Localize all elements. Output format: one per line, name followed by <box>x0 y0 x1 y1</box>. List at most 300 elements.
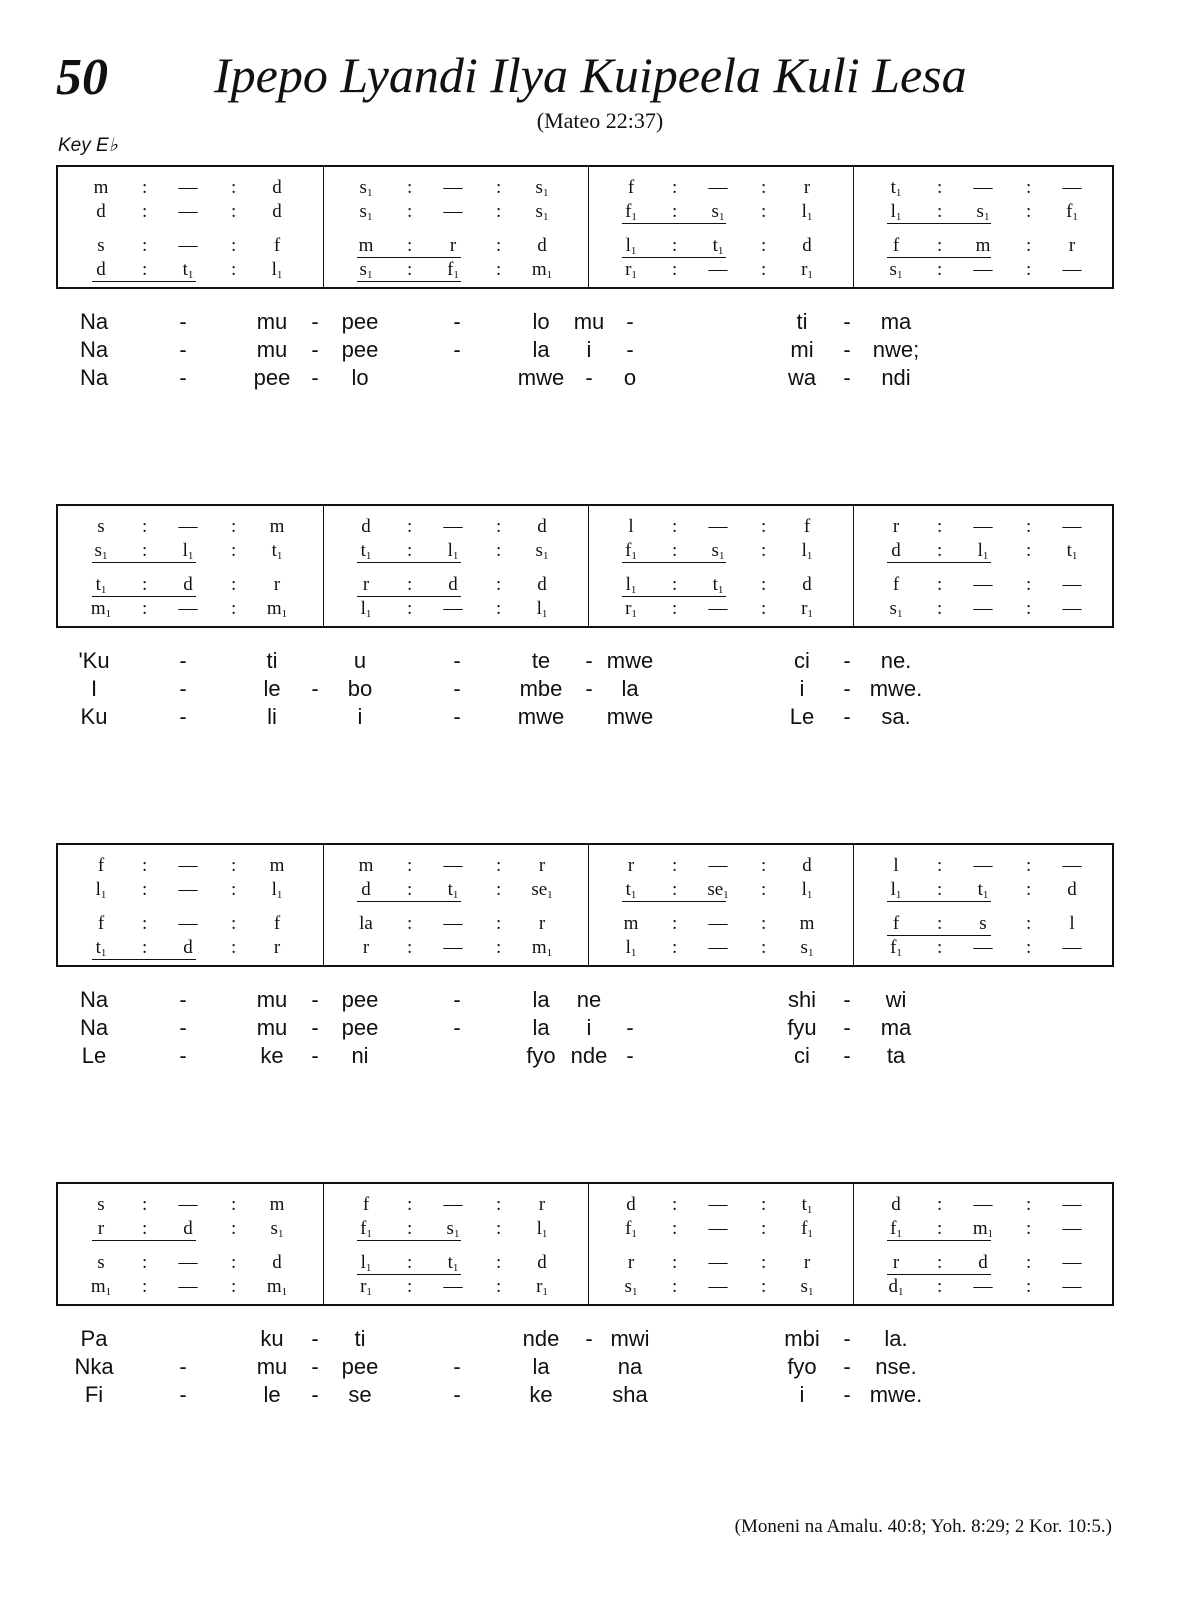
solfa-note: $t_1$ <box>95 937 107 959</box>
solfa-note: r <box>538 913 546 934</box>
syllable-hyphen: - <box>626 1015 634 1040</box>
beat-separator: : <box>937 598 943 619</box>
beat-separator: : <box>937 235 943 256</box>
beat-separator: : <box>407 1276 413 1297</box>
lyric-syllable: mu <box>256 309 288 334</box>
solfa-note: m <box>358 235 374 256</box>
beat-separator: : <box>407 879 413 900</box>
beat-separator: : <box>1026 177 1032 198</box>
solfa-note: f <box>273 235 281 256</box>
split-beat-underline <box>357 562 461 563</box>
beat-separator: : <box>496 516 502 537</box>
solfa-note: $m_1$ <box>266 1276 288 1298</box>
beat-separator: : <box>142 574 148 595</box>
beat-separator: : <box>142 598 148 619</box>
syllable-hyphen: - <box>843 704 851 729</box>
beat-separator: : <box>231 598 237 619</box>
split-beat-underline <box>92 596 196 597</box>
beat-separator: : <box>496 855 502 876</box>
beat-separator: : <box>937 1252 943 1273</box>
solfa-note: $l_1$ <box>271 879 283 901</box>
solfa-note: $m_1$ <box>972 1218 994 1240</box>
syllable-hyphen: - <box>843 1043 851 1068</box>
solfa-note: — <box>443 1194 463 1215</box>
solfa-note: $s_1$ <box>800 1276 814 1298</box>
solfa-note: $s_1$ <box>889 598 903 620</box>
syllable-hyphen: - <box>311 365 319 390</box>
solfa-note: — <box>973 1276 993 1297</box>
solfa-note: d <box>272 177 282 198</box>
solfa-note: $t_1$ <box>625 879 637 901</box>
solfa-note: — <box>178 235 198 256</box>
solfa-note: $s_1$ <box>446 1218 460 1240</box>
solfa-note: — <box>1062 177 1082 198</box>
solfa-note: $s_1$ <box>359 259 373 281</box>
beat-separator: : <box>231 177 237 198</box>
beat-separator: : <box>761 598 767 619</box>
solfa-note: — <box>973 177 993 198</box>
beat-separator: : <box>1026 259 1032 280</box>
beat-separator: : <box>231 259 237 280</box>
solfa-note: — <box>178 879 198 900</box>
lyric-syllable: wi <box>885 987 907 1012</box>
solfa-note: $s_1$ <box>535 540 549 562</box>
solfa-system <box>56 165 1114 289</box>
lyric-syllable: fyo <box>526 1043 556 1068</box>
lyric-syllable: nde <box>522 1326 560 1351</box>
beat-separator: : <box>672 913 678 934</box>
lyric-syllable: mwe. <box>869 676 923 701</box>
syllable-hyphen: - <box>311 337 319 362</box>
solfa-note: r <box>362 937 370 958</box>
beat-separator: : <box>142 913 148 934</box>
beat-separator: : <box>496 937 502 958</box>
solfa-note: — <box>178 1276 198 1297</box>
solfa-note: d <box>361 516 371 537</box>
syllable-hyphen: - <box>626 1043 634 1068</box>
solfa-note: — <box>443 1276 463 1297</box>
solfa-note: $s_1$ <box>889 259 903 281</box>
solfa-note: — <box>178 177 198 198</box>
beat-separator: : <box>672 879 678 900</box>
lyric-syllable: ke <box>260 1043 284 1068</box>
syllable-hyphen: - <box>179 987 187 1012</box>
beat-separator: : <box>142 1194 148 1215</box>
beat-separator: : <box>672 1276 678 1297</box>
solfa-note: f <box>362 1194 370 1215</box>
beat-separator: : <box>761 1276 767 1297</box>
lyric-syllable: Le <box>81 1043 107 1068</box>
beat-separator: : <box>231 235 237 256</box>
solfa-note: $t_1$ <box>360 540 372 562</box>
solfa-note: $l_1$ <box>625 574 637 596</box>
beat-separator: : <box>496 201 502 222</box>
solfa-note: s <box>97 516 105 537</box>
solfa-note: r <box>97 1218 105 1239</box>
beat-separator: : <box>407 937 413 958</box>
beat-separator: : <box>672 574 678 595</box>
measure-barline <box>853 167 854 287</box>
solfa-note: r <box>892 1252 900 1273</box>
solfa-note: $f_1$ <box>625 1218 637 1240</box>
split-beat-underline <box>887 1274 991 1275</box>
beat-separator: : <box>1026 574 1032 595</box>
solfa-note: d <box>537 516 547 537</box>
solfa-note: $s_1$ <box>94 540 108 562</box>
split-beat-underline <box>357 257 461 258</box>
beat-separator: : <box>672 516 678 537</box>
beat-separator: : <box>496 1276 502 1297</box>
lyric-syllable: pee <box>253 365 291 390</box>
beat-separator: : <box>672 177 678 198</box>
solfa-note: — <box>708 1276 728 1297</box>
beat-separator: : <box>1026 937 1032 958</box>
lyric-syllable: ta <box>886 1043 906 1068</box>
key-signature: Key E♭ <box>58 135 118 156</box>
syllable-hyphen: - <box>179 1382 187 1407</box>
beat-separator: : <box>672 259 678 280</box>
beat-separator: : <box>937 201 943 222</box>
solfa-note: m <box>269 855 285 876</box>
lyric-syllable: la <box>532 1015 550 1040</box>
lyric-syllable: te <box>531 648 551 673</box>
scripture-reference: (Mateo 22:37) <box>536 108 664 133</box>
split-beat-underline <box>622 562 726 563</box>
beat-separator: : <box>142 1218 148 1239</box>
measure-barline <box>853 845 854 965</box>
solfa-note: s <box>97 235 105 256</box>
beat-separator: : <box>407 177 413 198</box>
solfa-note: $l_1$ <box>447 540 459 562</box>
solfa-note: $m_1$ <box>266 598 288 620</box>
beat-separator: : <box>496 598 502 619</box>
syllable-hyphen: - <box>179 309 187 334</box>
lyric-syllable: sha <box>612 1382 648 1407</box>
solfa-note: l <box>1069 913 1075 934</box>
solfa-note: d <box>272 1252 282 1273</box>
beat-separator: : <box>142 879 148 900</box>
lyric-syllable: i <box>586 1015 592 1040</box>
solfa-note: d <box>891 1194 901 1215</box>
beat-separator: : <box>407 540 413 561</box>
solfa-note: m <box>975 235 991 256</box>
solfa-note: $t_1$ <box>1066 540 1078 562</box>
solfa-note: — <box>973 516 993 537</box>
beat-separator: : <box>761 1252 767 1273</box>
solfa-note: $t_1$ <box>95 574 107 596</box>
split-beat-underline <box>92 1240 196 1241</box>
lyric-syllable: mbe <box>519 676 563 701</box>
measure-barline <box>323 167 324 287</box>
beat-separator: : <box>231 1276 237 1297</box>
beat-separator: : <box>761 913 767 934</box>
beat-separator: : <box>937 937 943 958</box>
lyric-syllable: ti <box>354 1326 366 1351</box>
beat-separator: : <box>407 235 413 256</box>
beat-separator: : <box>672 1252 678 1273</box>
beat-separator: : <box>231 855 237 876</box>
solfa-note: $s_1$ <box>711 201 725 223</box>
solfa-note: $r_1$ <box>801 259 813 281</box>
syllable-hyphen: - <box>311 987 319 1012</box>
lyric-syllable: se <box>348 1382 372 1407</box>
syllable-hyphen: - <box>453 1015 461 1040</box>
lyric-syllable: mwi <box>610 1326 650 1351</box>
beat-separator: : <box>672 1194 678 1215</box>
beat-separator: : <box>142 516 148 537</box>
syllable-hyphen: - <box>843 309 851 334</box>
lyric-syllable: sa. <box>881 704 911 729</box>
solfa-note: r <box>362 574 370 595</box>
beat-separator: : <box>142 259 148 280</box>
solfa-note: $l_1$ <box>536 598 548 620</box>
beat-separator: : <box>496 1218 502 1239</box>
solfa-note: — <box>443 937 463 958</box>
solfa-note: la <box>359 913 373 934</box>
syllable-hyphen: - <box>843 987 851 1012</box>
lyric-syllable: mu <box>256 337 288 362</box>
lyric-syllable: i <box>586 337 592 362</box>
measure-barline <box>588 167 589 287</box>
lyric-syllable: shi <box>787 987 817 1012</box>
lyric-syllable: pee <box>341 309 379 334</box>
beat-separator: : <box>672 201 678 222</box>
beat-separator: : <box>231 913 237 934</box>
lyric-syllable: Na <box>79 365 109 390</box>
solfa-note: $t_1$ <box>271 540 283 562</box>
solfa-note: — <box>1062 574 1082 595</box>
beat-separator: : <box>231 1252 237 1273</box>
lyric-syllable: fyo <box>787 1354 817 1379</box>
lyric-syllable: ne. <box>880 648 912 673</box>
solfa-note: — <box>178 1252 198 1273</box>
lyric-syllable: pee <box>341 987 379 1012</box>
solfa-note: f <box>892 235 900 256</box>
syllable-hyphen: - <box>179 337 187 362</box>
lyric-syllable: nde <box>570 1043 608 1068</box>
syllable-hyphen: - <box>453 676 461 701</box>
lyric-syllable: nwe; <box>872 337 920 362</box>
beat-separator: : <box>761 540 767 561</box>
lyric-syllable: 'Ku <box>78 648 110 673</box>
solfa-note: f <box>97 913 105 934</box>
solfa-note: — <box>708 1252 728 1273</box>
lyric-syllable: le <box>263 676 281 701</box>
lyric-syllable: mu <box>256 1015 288 1040</box>
solfa-note: f <box>803 516 811 537</box>
split-beat-underline <box>92 281 196 282</box>
lyric-syllable: i <box>799 1382 805 1407</box>
solfa-note: — <box>1062 598 1082 619</box>
beat-separator: : <box>496 540 502 561</box>
beat-separator: : <box>142 235 148 256</box>
solfa-note: r <box>803 177 811 198</box>
solfa-note: $se_1$ <box>707 879 729 901</box>
beat-separator: : <box>1026 201 1032 222</box>
lyric-syllable: ne <box>576 987 602 1012</box>
lyric-syllable: mwe <box>517 704 565 729</box>
beat-separator: : <box>231 201 237 222</box>
beat-separator: : <box>937 1276 943 1297</box>
measure-barline <box>323 1184 324 1304</box>
syllable-hyphen: - <box>585 365 593 390</box>
syllable-hyphen: - <box>453 337 461 362</box>
split-beat-underline <box>357 281 461 282</box>
solfa-note: — <box>973 855 993 876</box>
solfa-note: $se_1$ <box>531 879 553 901</box>
solfa-note: — <box>708 598 728 619</box>
lyric-syllable: i <box>357 704 363 729</box>
beat-separator: : <box>231 1194 237 1215</box>
solfa-note: $r_1$ <box>625 259 637 281</box>
solfa-note: $f_1$ <box>890 1218 902 1240</box>
syllable-hyphen: - <box>311 676 319 701</box>
beat-separator: : <box>761 879 767 900</box>
beat-separator: : <box>407 259 413 280</box>
syllable-hyphen: - <box>179 648 187 673</box>
solfa-note: r <box>449 235 457 256</box>
lyric-syllable: u <box>353 648 367 673</box>
lyric-syllable: Fi <box>84 1382 104 1407</box>
hymn-number: 50 <box>56 49 108 106</box>
beat-separator: : <box>672 855 678 876</box>
footnote-references: (Moneni na Amalu. 40:8; Yoh. 8:29; 2 Kor. 10:5.) <box>734 1516 1112 1537</box>
solfa-note: $t_1$ <box>977 879 989 901</box>
solfa-note: $l_1$ <box>95 879 107 901</box>
lyric-syllable: wa <box>787 365 817 390</box>
solfa-note: — <box>1062 1194 1082 1215</box>
lyric-syllable: Na <box>79 987 109 1012</box>
syllable-hyphen: - <box>179 1043 187 1068</box>
solfa-note: r <box>1068 235 1076 256</box>
lyric-syllable: nse. <box>875 1354 917 1379</box>
beat-separator: : <box>496 177 502 198</box>
solfa-note: $r_1$ <box>360 1276 372 1298</box>
solfa-note: d <box>183 1218 193 1239</box>
syllable-hyphen: - <box>843 676 851 701</box>
solfa-note: $t_1$ <box>182 259 194 281</box>
beat-separator: : <box>142 1252 148 1273</box>
syllable-hyphen: - <box>843 648 851 673</box>
syllable-hyphen: - <box>453 309 461 334</box>
lyric-syllable: li <box>267 704 277 729</box>
solfa-note: r <box>273 574 281 595</box>
beat-separator: : <box>407 598 413 619</box>
solfa-note: — <box>178 1194 198 1215</box>
solfa-note: — <box>1062 1252 1082 1273</box>
solfa-note: — <box>178 516 198 537</box>
beat-separator: : <box>761 1218 767 1239</box>
lyric-syllable: mbi <box>784 1326 820 1351</box>
solfa-note: d <box>272 201 282 222</box>
beat-separator: : <box>407 574 413 595</box>
beat-separator: : <box>937 855 943 876</box>
beat-separator: : <box>672 937 678 958</box>
beat-separator: : <box>142 855 148 876</box>
solfa-note: $s_1$ <box>535 201 549 223</box>
solfa-note: r <box>538 1194 546 1215</box>
syllable-hyphen: - <box>311 1043 319 1068</box>
solfa-note: m <box>799 913 815 934</box>
solfa-note: $f_1$ <box>890 937 902 959</box>
measure-barline <box>853 506 854 626</box>
split-beat-underline <box>622 223 726 224</box>
split-beat-underline <box>622 596 726 597</box>
solfa-note: d <box>183 574 193 595</box>
lyric-syllable: na <box>617 1354 643 1379</box>
lyric-syllable: ma <box>880 1015 912 1040</box>
beat-separator: : <box>407 201 413 222</box>
beat-separator: : <box>231 574 237 595</box>
beat-separator: : <box>496 1252 502 1273</box>
beat-separator: : <box>142 201 148 222</box>
solfa-note: — <box>708 913 728 934</box>
split-beat-underline <box>357 901 461 902</box>
syllable-hyphen: - <box>453 648 461 673</box>
beat-separator: : <box>937 540 943 561</box>
beat-separator: : <box>937 259 943 280</box>
solfa-note: — <box>1062 1218 1082 1239</box>
syllable-hyphen: - <box>311 1015 319 1040</box>
split-beat-underline <box>357 1274 461 1275</box>
solfa-note: s <box>97 1194 105 1215</box>
split-beat-underline <box>887 257 991 258</box>
solfa-note: d <box>537 1252 547 1273</box>
solfa-note: f <box>892 574 900 595</box>
solfa-note: $r_1$ <box>625 598 637 620</box>
beat-separator: : <box>1026 879 1032 900</box>
lyric-syllable: mwe <box>606 648 654 673</box>
solfa-note: $s_1$ <box>800 937 814 959</box>
solfa-note: — <box>178 598 198 619</box>
solfa-note: s <box>97 1252 105 1273</box>
solfa-note: — <box>443 913 463 934</box>
beat-separator: : <box>1026 235 1032 256</box>
solfa-note: $f_1$ <box>625 540 637 562</box>
beat-separator: : <box>937 1218 943 1239</box>
measure-barline <box>323 506 324 626</box>
solfa-note: $t_1$ <box>712 235 724 257</box>
lyric-syllable: ti <box>266 648 278 673</box>
beat-separator: : <box>761 259 767 280</box>
beat-separator: : <box>231 937 237 958</box>
beat-separator: : <box>761 937 767 958</box>
beat-separator: : <box>496 235 502 256</box>
syllable-hyphen: - <box>453 1382 461 1407</box>
solfa-note: $l_1$ <box>536 1218 548 1240</box>
syllable-hyphen: - <box>311 1382 319 1407</box>
lyric-syllable: i <box>799 676 805 701</box>
solfa-note: $t_1$ <box>801 1194 813 1216</box>
solfa-note: $s_1$ <box>359 177 373 199</box>
solfa-note: $t_1$ <box>890 177 902 199</box>
lyric-syllable: fyu <box>787 1015 817 1040</box>
syllable-hyphen: - <box>311 1354 319 1379</box>
syllable-hyphen: - <box>843 1015 851 1040</box>
syllable-hyphen: - <box>585 676 593 701</box>
solfa-system <box>56 504 1114 628</box>
beat-separator: : <box>231 1218 237 1239</box>
solfa-note: — <box>1062 516 1082 537</box>
beat-separator: : <box>1026 516 1032 537</box>
solfa-note: — <box>443 201 463 222</box>
hymn-title: Ipepo Lyandi Ilya Kuipeela Kuli Lesa <box>214 47 967 103</box>
solfa-note: — <box>708 516 728 537</box>
lyric-syllable: mwe <box>517 365 565 390</box>
lyric-syllable: lo <box>351 365 369 390</box>
syllable-hyphen: - <box>843 337 851 362</box>
lyric-syllable: le <box>263 1382 281 1407</box>
